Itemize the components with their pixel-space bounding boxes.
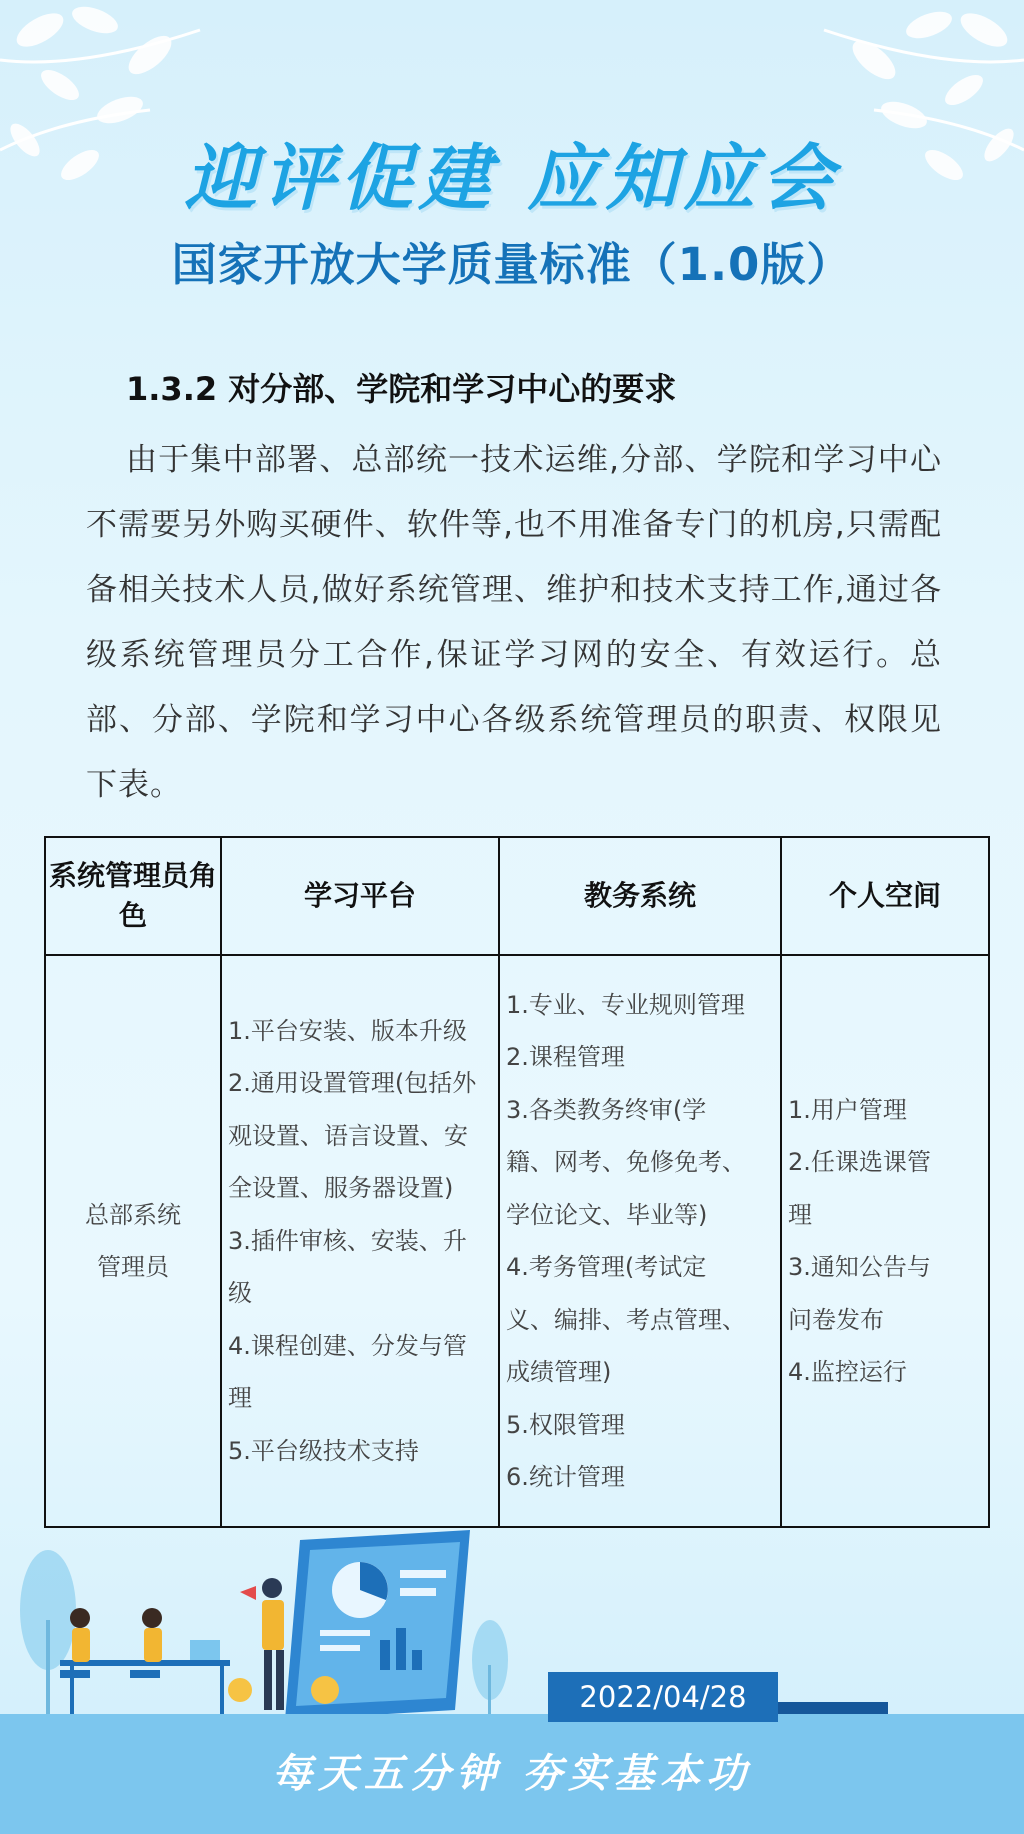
cell-line: 总部系统	[85, 1200, 181, 1229]
cell-line: 4.监控运行	[788, 1358, 907, 1386]
cell-line: 级	[228, 1279, 252, 1308]
section-body: 由于集中部署、总部统一技术运维,分部、学院和学习中心不需要另外购买硬件、软件等,也不用准备专门的机房,只需配备相关技术人员,做好系统管理、维护和技术支持工作,通过各级系统管理员分工合作,保证学习网的安全、有效运行。总部、分部、学院和学习中心各级系统管理员的职责、权限见下表。	[86, 442, 942, 803]
header-personal-space: 个人空间	[781, 837, 989, 955]
cell-personal-space	[781, 955, 989, 1527]
cell-line: 5.权限管理	[506, 1410, 625, 1439]
cell-line: 6.统计管理	[506, 1463, 625, 1491]
cell-line: 4.考务管理(考试定	[506, 1253, 707, 1281]
cell-line: 籍、网考、免修免考、	[506, 1148, 746, 1176]
cell-line: 1.专业、专业规则管理	[506, 990, 745, 1019]
cell-line: 理	[228, 1384, 252, 1413]
cell-role	[45, 955, 221, 1527]
cell-line: 全设置、服务器设置)	[228, 1174, 454, 1203]
cell-line: 2.任课选课管	[788, 1148, 931, 1176]
cell-line: 问卷发布	[788, 1305, 884, 1334]
cell-line: 义、编排、考点管理、	[506, 1305, 746, 1334]
cell-line: 3.各类教务终审(学	[506, 1095, 707, 1124]
cell-line: 4.课程创建、分发与管	[228, 1331, 467, 1360]
cell-line: 理	[788, 1200, 812, 1229]
cell-line: 2.通用设置管理(包括外	[228, 1069, 477, 1098]
cell-line: 5.平台级技术支持	[228, 1436, 419, 1465]
table-row	[45, 955, 989, 1527]
cell-line: 2.课程管理	[506, 1043, 625, 1071]
header-role: 系统管理员角色	[45, 837, 221, 955]
cell-line: 观设置、语言设置、安	[228, 1121, 468, 1150]
bottom-slogan: 每天五分钟 夯实基本功	[272, 1750, 752, 1797]
cell-line: 成绩管理)	[506, 1358, 612, 1386]
cell-line: 学位论文、毕业等)	[506, 1200, 708, 1229]
cell-learning-platform	[221, 955, 499, 1527]
cell-academic-system	[499, 955, 781, 1527]
section-heading: 1.3.2 对分部、学院和学习中心的要求	[126, 370, 677, 408]
cell-line: 3.通知公告与	[788, 1253, 931, 1281]
cell-line: 1.平台安装、版本升级	[228, 1016, 467, 1045]
admin-duties-table	[44, 836, 990, 1528]
cell-line: 管理员	[97, 1253, 169, 1281]
table-header-row	[45, 837, 989, 955]
header-learning-platform: 学习平台	[221, 837, 499, 955]
headline: 迎评促建 应知应会	[184, 135, 840, 220]
cell-line: 3.插件审核、安装、升	[228, 1226, 467, 1255]
subtitle: 国家开放大学质量标准（1.0版）	[171, 238, 853, 291]
cell-line: 1.用户管理	[788, 1095, 907, 1124]
date-badge: 2022/04/28	[548, 1672, 778, 1722]
header-academic-system: 教务系统	[499, 837, 781, 955]
